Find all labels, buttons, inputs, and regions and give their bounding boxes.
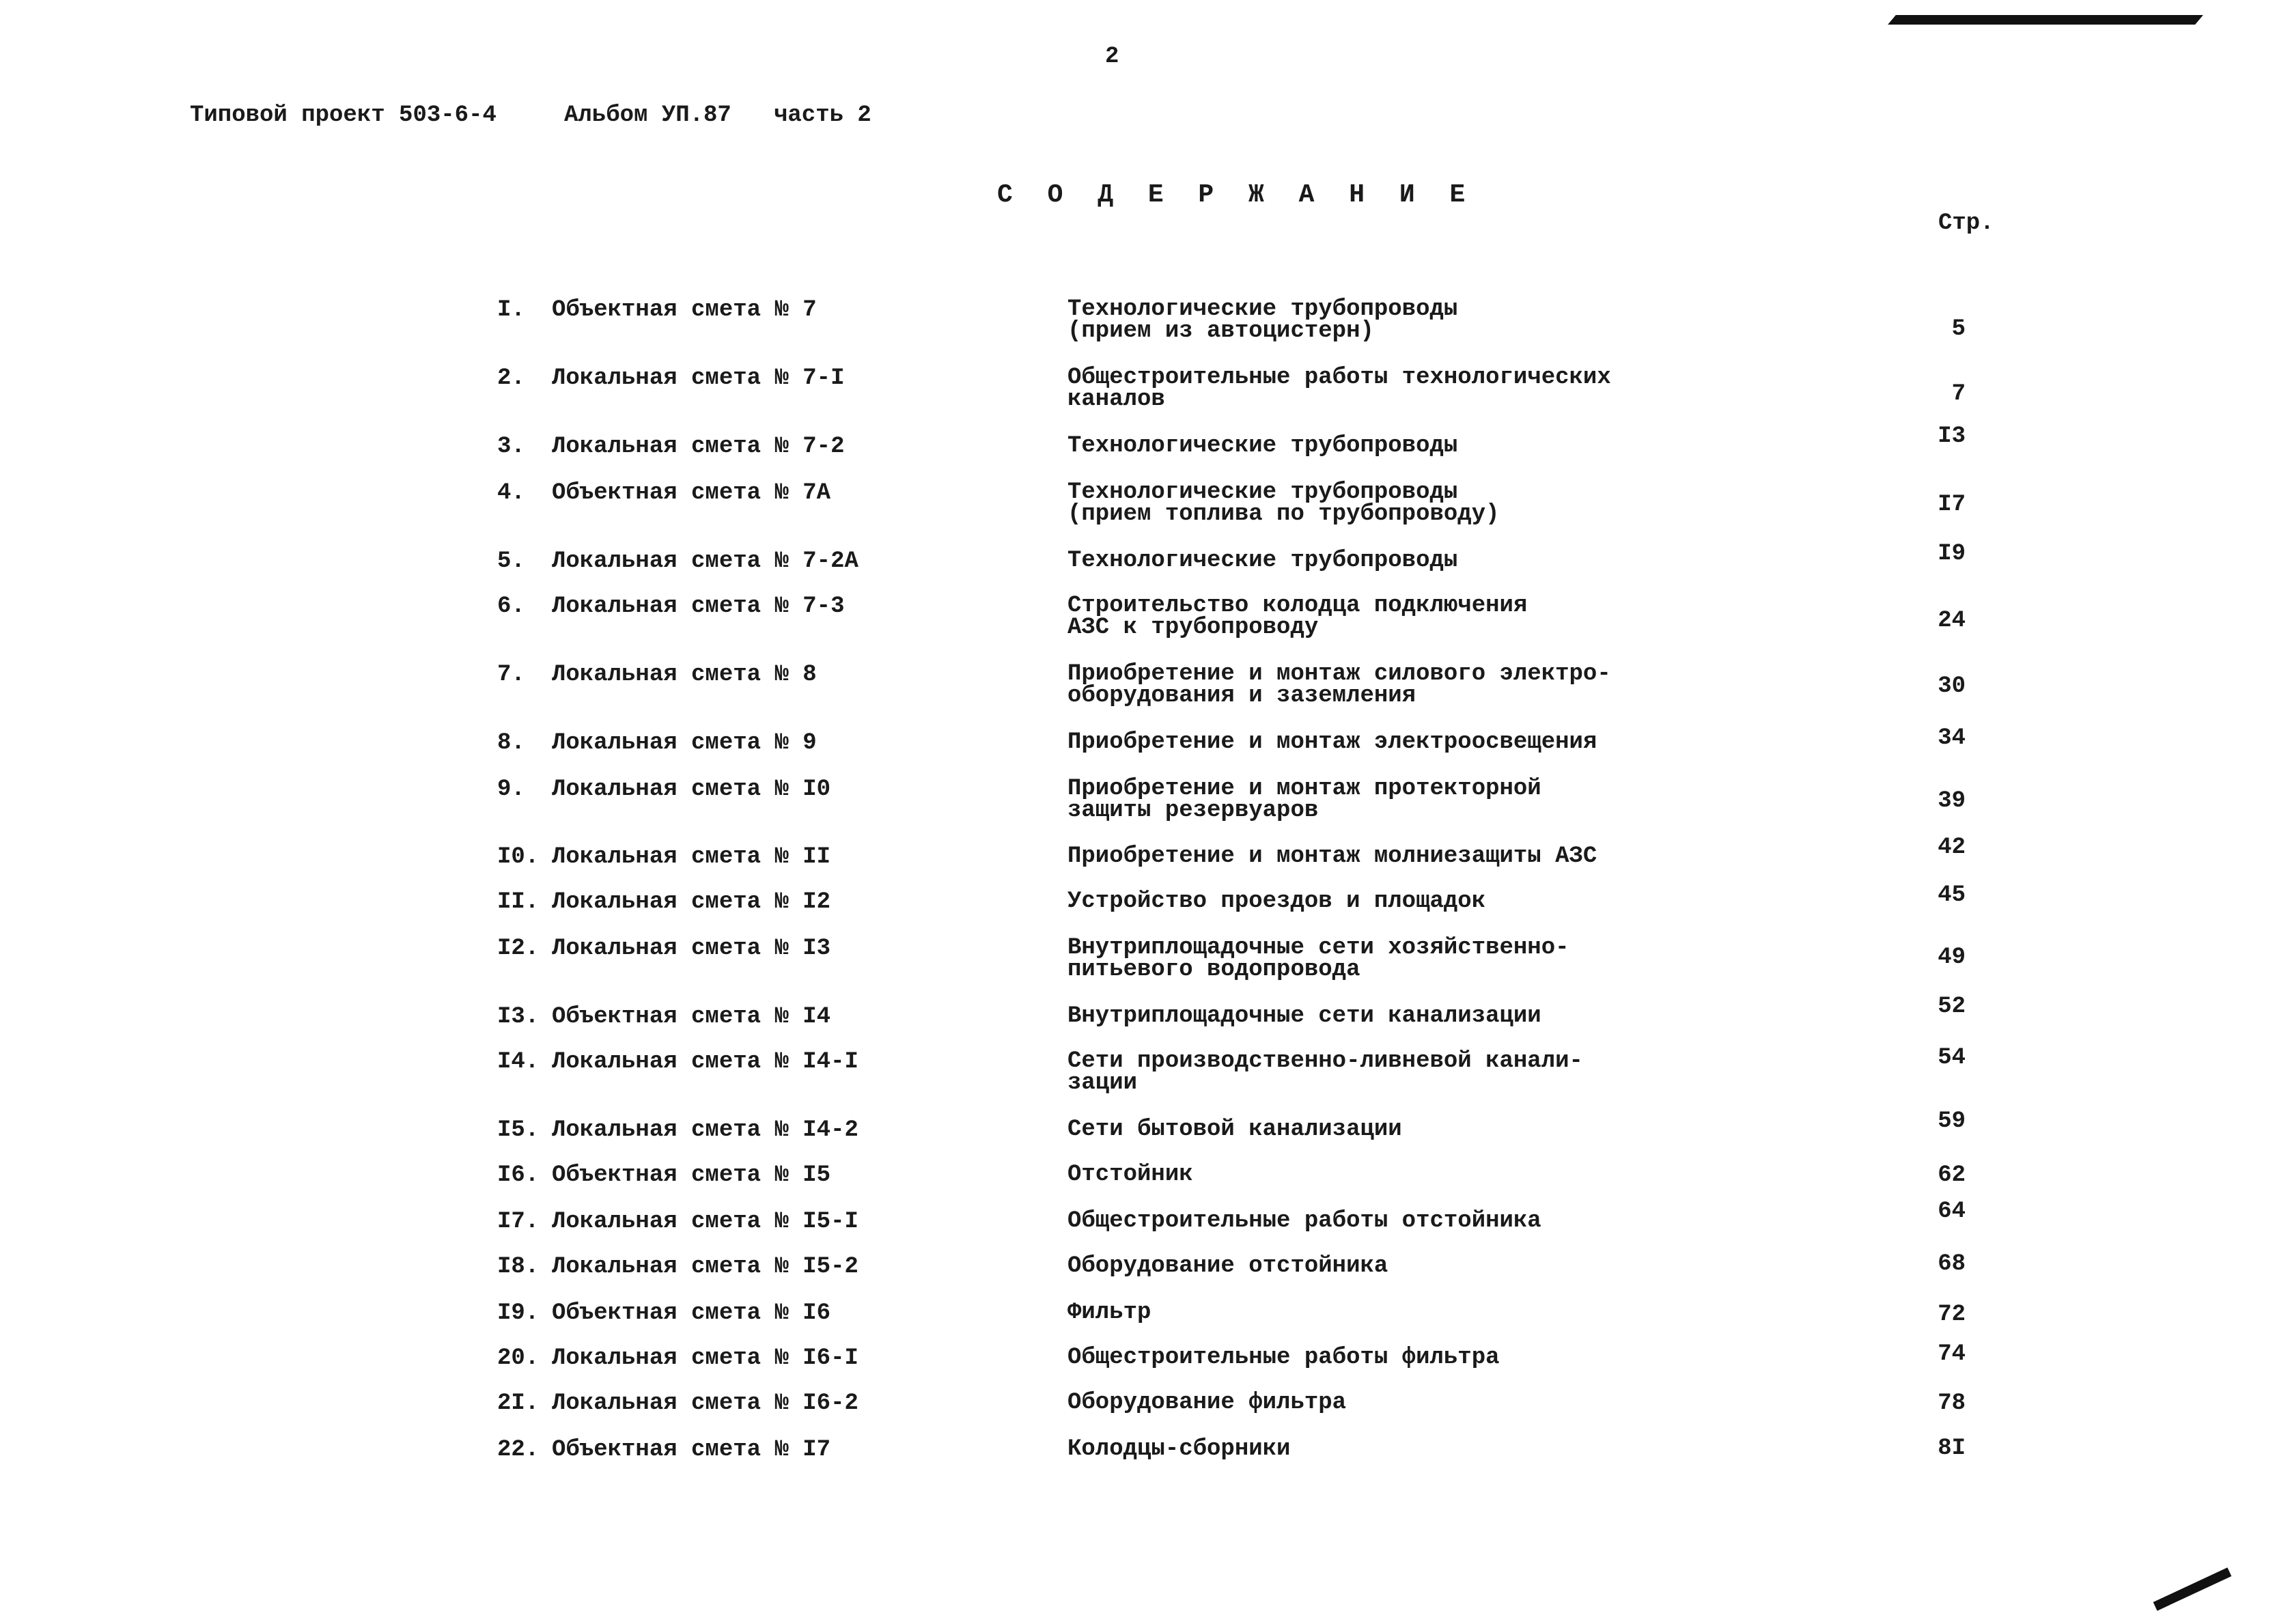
row-number: 9. [497, 776, 525, 802]
row-description [1067, 550, 1457, 572]
estimate-label: Локальная смета № 7-2 [552, 434, 845, 460]
page-title: С О Д Е Р Ж А Н И Е [997, 180, 1475, 210]
description-line: Внутриплощадочные сети канализации [1067, 1003, 1541, 1029]
description-line: Технологические трубопроводы [1067, 296, 1458, 322]
page-ref: 59 [1938, 1108, 1966, 1134]
header-project: Типовой проект 503-6-4 [190, 102, 497, 128]
page-ref: 39 [1938, 788, 1966, 814]
row-description [1067, 435, 1457, 457]
row-description [1067, 778, 1541, 822]
row-description [1067, 595, 1527, 639]
estimate-label: Локальная смета № 7-2А [552, 548, 858, 574]
page-ref: 49 [1938, 944, 1966, 970]
estimate-label: Локальная смета № I6-I [552, 1345, 858, 1371]
scan-artifact-bottom-right [2153, 1567, 2232, 1610]
description-line: Отстойник [1067, 1162, 1193, 1188]
description-line: каналов [1067, 387, 1165, 412]
estimate-label: Локальная смета № 8 [552, 662, 817, 688]
row-description [1067, 1050, 1583, 1094]
estimate-label: Локальная смета № I2 [552, 889, 831, 915]
row-number: 5. [497, 548, 525, 574]
description-line: (прием топлива по трубопроводу) [1067, 501, 1500, 527]
row-description [1067, 1438, 1290, 1460]
estimate-label: Локальная смета № I4-I [552, 1049, 858, 1075]
page-ref: 68 [1938, 1251, 1966, 1277]
estimate-label: Локальная смета № I5-I [552, 1209, 858, 1235]
estimate-label: Локальная смета № I4-2 [552, 1117, 858, 1143]
page-ref: 54 [1938, 1045, 1966, 1071]
estimate-label: Объектная смета № I4 [552, 1004, 831, 1030]
estimate-label: Объектная смета № I7 [552, 1437, 831, 1463]
header-album: Альбом УП.87 [564, 102, 731, 128]
row-number: 8. [497, 730, 525, 756]
description-line: Оборудование фильтра [1067, 1390, 1347, 1416]
estimate-label: Локальная смета № I0 [552, 776, 831, 802]
row-description [1067, 1255, 1388, 1277]
row-description [1067, 298, 1457, 342]
row-description [1067, 731, 1597, 753]
row-description [1067, 1302, 1151, 1324]
description-line: Колодцы-сборники [1067, 1436, 1291, 1462]
row-number: 7. [497, 662, 525, 688]
estimate-label: Локальная смета № 7-3 [552, 593, 845, 619]
row-number: I8. [497, 1254, 540, 1280]
row-number: I6. [497, 1162, 540, 1188]
page-ref: 74 [1938, 1341, 1966, 1367]
page-ref: 8I [1938, 1436, 1966, 1461]
page-ref: I3 [1938, 423, 1966, 449]
row-description [1067, 1005, 1541, 1027]
page-ref: 5 [1951, 316, 1966, 342]
description-line: питьевого водопровода [1067, 957, 1360, 983]
page-ref: 72 [1938, 1302, 1966, 1328]
description-line: АЗС к трубопроводу [1067, 615, 1319, 641]
estimate-label: Локальная смета № II [552, 844, 831, 870]
row-description [1067, 1392, 1346, 1414]
estimate-label: Объектная смета № 7 [552, 297, 817, 323]
row-number: 4. [497, 480, 525, 506]
row-number: 2. [497, 365, 525, 391]
row-number: 3. [497, 434, 525, 460]
estimate-label: Локальная смета № I6-2 [552, 1390, 858, 1416]
page-ref: 34 [1938, 725, 1966, 751]
row-number: 2I. [497, 1390, 540, 1416]
page-ref: 24 [1938, 608, 1966, 634]
page-ref: I7 [1938, 492, 1966, 518]
description-line: Внутриплощадочные сети хозяйственно- [1067, 935, 1569, 961]
row-number: 6. [497, 593, 525, 619]
row-number: I2. [497, 936, 540, 962]
estimate-label: Объектная смета № I5 [552, 1162, 831, 1188]
row-description [1067, 1164, 1193, 1186]
description-line: Приобретение и монтаж электроосвещения [1067, 729, 1597, 755]
description-line: Приобретение и монтаж силового электро- [1067, 661, 1611, 687]
page-column-label: Стр. [1938, 210, 1994, 236]
row-number: 20. [497, 1345, 540, 1371]
row-description [1067, 663, 1611, 707]
description-line: Технологические трубопроводы [1067, 548, 1458, 574]
row-number: I0. [497, 844, 540, 870]
header-part: часть 2 [774, 102, 871, 128]
description-line: зации [1067, 1070, 1138, 1096]
row-number: I3. [497, 1004, 540, 1030]
row-description [1067, 888, 1486, 914]
row-number: II. [497, 889, 540, 915]
description-line: Общестроительные работы технологических [1067, 365, 1611, 391]
row-number: I4. [497, 1049, 540, 1075]
page-ref: 30 [1938, 673, 1966, 699]
description-line: Фильтр [1067, 1300, 1151, 1326]
description-line: Общестроительные работы отстойника [1067, 1208, 1541, 1234]
row-description [1067, 1210, 1541, 1232]
row-number: 22. [497, 1437, 540, 1463]
page-ref: 7 [1951, 381, 1966, 407]
estimate-label: Локальная смета № I3 [552, 936, 831, 962]
page-ref: 45 [1938, 882, 1966, 908]
page-ref: 62 [1938, 1162, 1966, 1188]
description-line: защиты резервуаров [1067, 798, 1319, 824]
row-description [1067, 367, 1611, 410]
page-ref: 42 [1938, 835, 1966, 860]
estimate-label: Объектная смета № 7А [552, 480, 831, 506]
description-line: Сети бытовой канализации [1067, 1117, 1402, 1143]
page-number: 2 [1105, 44, 1119, 70]
description-line: Общестроительные работы фильтра [1067, 1345, 1500, 1371]
row-number: I9. [497, 1300, 540, 1326]
page-ref: 64 [1938, 1199, 1966, 1224]
row-number: I7. [497, 1209, 540, 1235]
description-line: Приобретение и монтаж молниезащиты АЗС [1067, 843, 1597, 869]
scan-artifact-top-right [1888, 15, 2203, 25]
description-line: Оборудование отстойника [1067, 1253, 1388, 1279]
row-number: I. [497, 297, 525, 323]
description-line: (прием из автоцистерн) [1067, 318, 1374, 344]
description-line: Устройство проездов и площадок [1067, 888, 1486, 914]
estimate-label: Локальная смета № I5-2 [552, 1254, 858, 1280]
estimate-label: Объектная смета № I6 [552, 1300, 831, 1326]
description-line: Технологические трубопроводы [1067, 479, 1458, 505]
description-line: оборудования и заземления [1067, 683, 1416, 709]
description-line: Приобретение и монтаж протекторной [1067, 776, 1541, 802]
description-line: Сети производственно-ливневой канали- [1067, 1048, 1583, 1074]
description-line: Строительство колодца подключения [1067, 593, 1528, 619]
page-ref: 52 [1938, 994, 1966, 1020]
description-line: Технологические трубопроводы [1067, 433, 1458, 459]
page-ref: 78 [1938, 1390, 1966, 1416]
row-description [1067, 845, 1597, 867]
row-description [1067, 481, 1500, 525]
estimate-label: Локальная смета № 9 [552, 730, 817, 756]
estimate-label: Локальная смета № 7-I [552, 365, 845, 391]
page-ref: I9 [1938, 541, 1966, 567]
row-description [1067, 937, 1569, 981]
row-description [1067, 1117, 1402, 1143]
row-description [1067, 1347, 1500, 1369]
row-number: I5. [497, 1117, 540, 1143]
